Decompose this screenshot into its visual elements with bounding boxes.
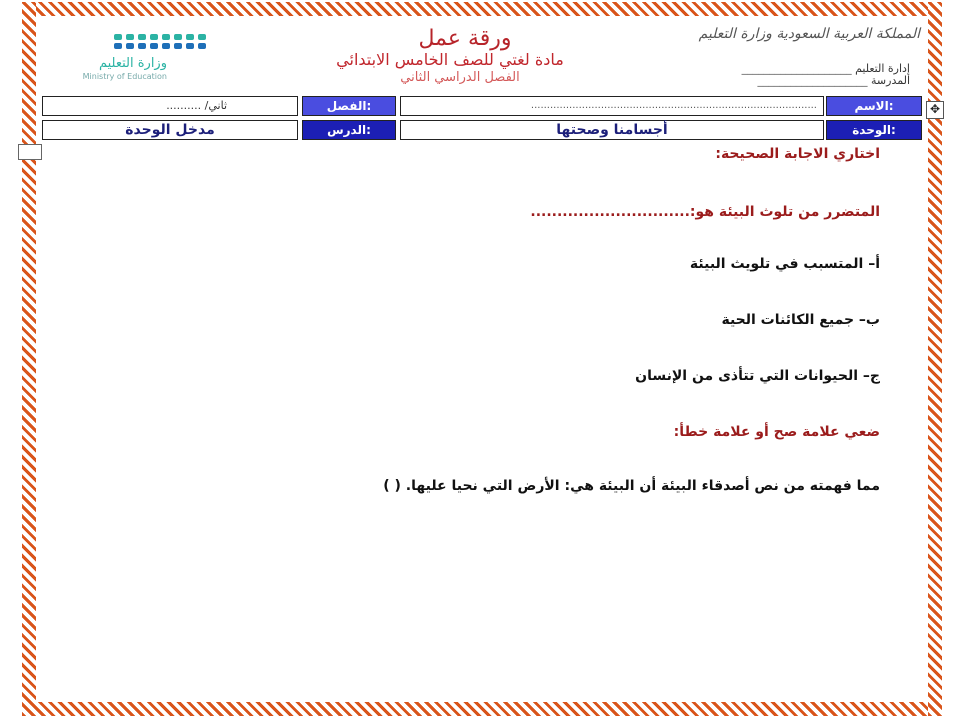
school-field [680,74,910,87]
lesson-value: مدخل الوحدة [125,122,215,138]
ministry-logo-en: Ministry of Education [82,72,167,81]
semester-line: الفصل الدراسي الثاني [400,70,520,85]
school-dots: ____________________ [757,74,868,87]
decorative-border-top [22,2,942,16]
class-label: الفصل: [302,96,396,116]
lesson-label: الدرس: [302,120,396,140]
checkbox-marker [18,144,42,160]
option-b: ب– جميع الكائنات الحية [721,312,880,328]
subject-line: مادة لغتي للصف الخامس الابتدائي [336,50,564,69]
table-move-handle-icon[interactable]: ✥ [926,101,944,119]
section1-heading: اختاري الاجابة الصحيحة: [715,146,880,162]
option-c: ج– الحيوانات التي تتأذى من الإنسان [635,368,880,384]
admin-label: إدارة التعليم [855,62,910,75]
page-title: ورقة عمل [418,26,512,51]
decorative-border-bottom [22,702,942,716]
name-value: .......................................................................................... [530,100,817,111]
unit-value: أجسامنا وصحتها [556,122,668,138]
page-content-area [36,16,928,702]
school-label: المدرسة [871,74,910,87]
section2-heading: ضعي علامة صح أو علامة خطأ: [673,424,880,440]
unit-label: الوحدة: [826,120,922,140]
class-value: ثاني/ .......... [166,99,227,112]
ministry-logo [62,32,222,82]
admin-dots: ____________________ [741,62,852,75]
option-a: أ– المتسبب في تلويث البيئة [689,256,880,272]
decorative-border-left [22,2,36,716]
ministry-logo-text: وزارة التعليم [98,56,167,71]
lesson-field [42,120,298,140]
name-label: الاسم: [826,96,922,116]
name-field[interactable] [400,96,824,116]
unit-field [400,120,824,140]
section1-question: المتضرر من تلوث البيئة هو:.............................. [530,204,880,220]
section2-statement: مما فهمته من نص أصدقاء البيئة أن البيئة هي: الأرض التي نحيا عليها. ( ) [383,478,880,494]
class-field[interactable] [42,96,298,116]
kingdom-logo: المملكة العربية السعودية وزارة التعليم [698,26,920,42]
